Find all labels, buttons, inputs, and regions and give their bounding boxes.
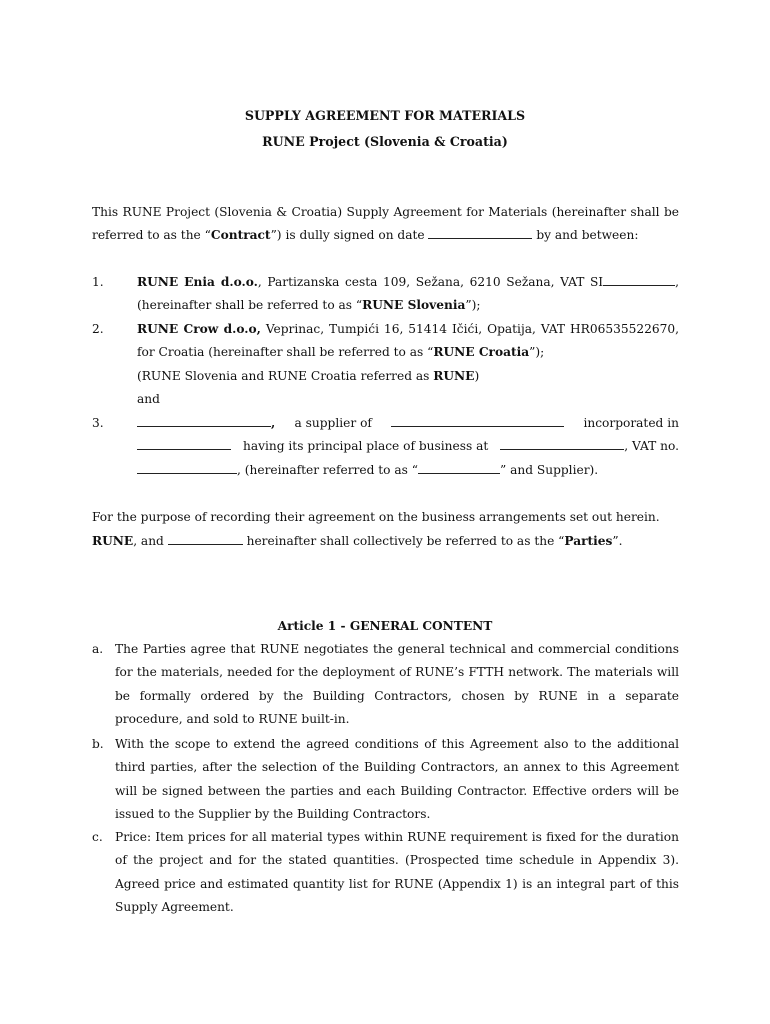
party-3-line-3	[137, 459, 679, 482]
article-item-c: Price: Item prices for all material types within RUNE requirement is fixed for the duration of the project and for the stated quantities. (Prospected time schedule in Appendix 3). Agreed price and estimated quantity list for RUNE (Appendix 1) is an integral part of this Supply Agreement.	[115, 830, 679, 915]
intro-paragraph	[92, 201, 679, 248]
purpose-rune: RUNE	[92, 534, 134, 548]
party-1-name: RUNE Enia d.o.o.	[137, 275, 258, 289]
party-1-comma: ,	[675, 275, 679, 289]
party-1-address: , Partizanska cesta 109, Sežana, 6210 Sežana, VAT SI	[257, 275, 604, 289]
purpose-and: , and	[133, 534, 164, 548]
incorporation-country-blank[interactable]	[137, 435, 231, 450]
party-1-ref: (hereinafter shall be referred to as “	[137, 298, 363, 313]
party-1	[137, 271, 679, 318]
party-3-comma: ,	[271, 416, 276, 430]
document-title: SUPPLY AGREEMENT FOR MATERIALS	[244, 108, 526, 123]
intro-text: This RUNE Project (Slovenia & Croatia) Supply Agreement for Materials (hereinafter shall be referred to as the “	[92, 205, 679, 243]
document-subtitle: RUNE Project (Slovenia & Croatia)	[262, 134, 508, 149]
supplier-party-blank[interactable]	[168, 530, 243, 545]
intro-date-text: ”) is dully signed on date	[270, 228, 425, 243]
party-2	[137, 318, 679, 365]
rune-term: RUNE	[433, 369, 475, 383]
article-item-a: The Parties agree that RUNE negotiates the general technical and commercial conditions for the materials, needed for the deployment of RUNE’s FTTH network. The materials will be formally ordered by the Building Contractors, chosen by RUNE in a separate procedure, and sold to RUNE built-in.	[115, 642, 679, 727]
parties-term: Parties	[564, 534, 613, 548]
date-blank[interactable]	[428, 224, 532, 239]
party-3-line-1	[137, 412, 679, 435]
party-2-address: Veprinac, Tumpići 16, 51414 Ičići, Opatija, VAT HR06535522670, for Croatia (hereinafter shall be referred to as “	[137, 322, 679, 360]
purpose-end: ”.	[612, 534, 623, 548]
article-item-c-letter: c.	[92, 830, 103, 844]
principal-place-text: having its principal place of business at	[242, 439, 489, 453]
vat-number-blank[interactable]	[137, 459, 237, 474]
vat-no-text: , VAT no.	[624, 439, 679, 453]
article-item-b: With the scope to extend the agreed conditions of this Agreement also to the additional third parties, after the selection of the Building Contractors, an annex to this Agreement will be signed between the parties and each Building Contractor. Effective orders will be issued to the Supplier by the Building Contractors.	[115, 737, 679, 822]
party-3-ref-end: ” and Supplier).	[499, 463, 599, 477]
purpose-line-1: For the purpose of recording their agreement on the business arrangements set out herein.	[92, 510, 660, 524]
purpose-line-2	[92, 530, 679, 553]
party-1-ref-name: RUNE Slovenia	[362, 298, 466, 313]
article-item-a-letter: a.	[92, 642, 104, 656]
and-connector: and	[137, 392, 160, 406]
party-2-name: RUNE Crow d.o.o,	[137, 322, 261, 336]
incorporated-in-text: incorporated in	[583, 416, 679, 430]
rune-definition-end: )	[474, 369, 480, 383]
party-3-line-2	[137, 435, 679, 458]
party-1-ref-end: ”);	[465, 298, 481, 313]
supplier-name-blank[interactable]	[137, 412, 271, 427]
article-item-b-letter: b.	[92, 737, 104, 751]
address-blank[interactable]	[500, 435, 624, 450]
vat-si-blank[interactable]	[603, 271, 675, 286]
supplier-of-text: a supplier of	[294, 416, 372, 430]
party-2-ref-end: ”);	[529, 345, 545, 360]
party-1-number: 1.	[92, 275, 104, 289]
rune-definition	[137, 365, 679, 388]
purpose-parties-text: hereinafter shall collectively be referred to as the “	[246, 534, 565, 548]
article-1-heading: Article 1 - GENERAL CONTENT	[277, 619, 493, 633]
party-2-number: 2.	[92, 322, 104, 336]
party-3-number: 3.	[92, 416, 104, 430]
supplier-short-name-blank[interactable]	[418, 459, 500, 474]
supplier-of-blank[interactable]	[391, 412, 564, 427]
rune-definition-text: (RUNE Slovenia and RUNE Croatia referred as	[137, 369, 434, 383]
party-3-ref-text: , (hereinafter referred to as “	[237, 463, 418, 477]
intro-by-between: by and between:	[536, 228, 639, 243]
contract-term: Contract	[210, 228, 271, 243]
party-2-ref-name: RUNE Croatia	[433, 345, 530, 360]
